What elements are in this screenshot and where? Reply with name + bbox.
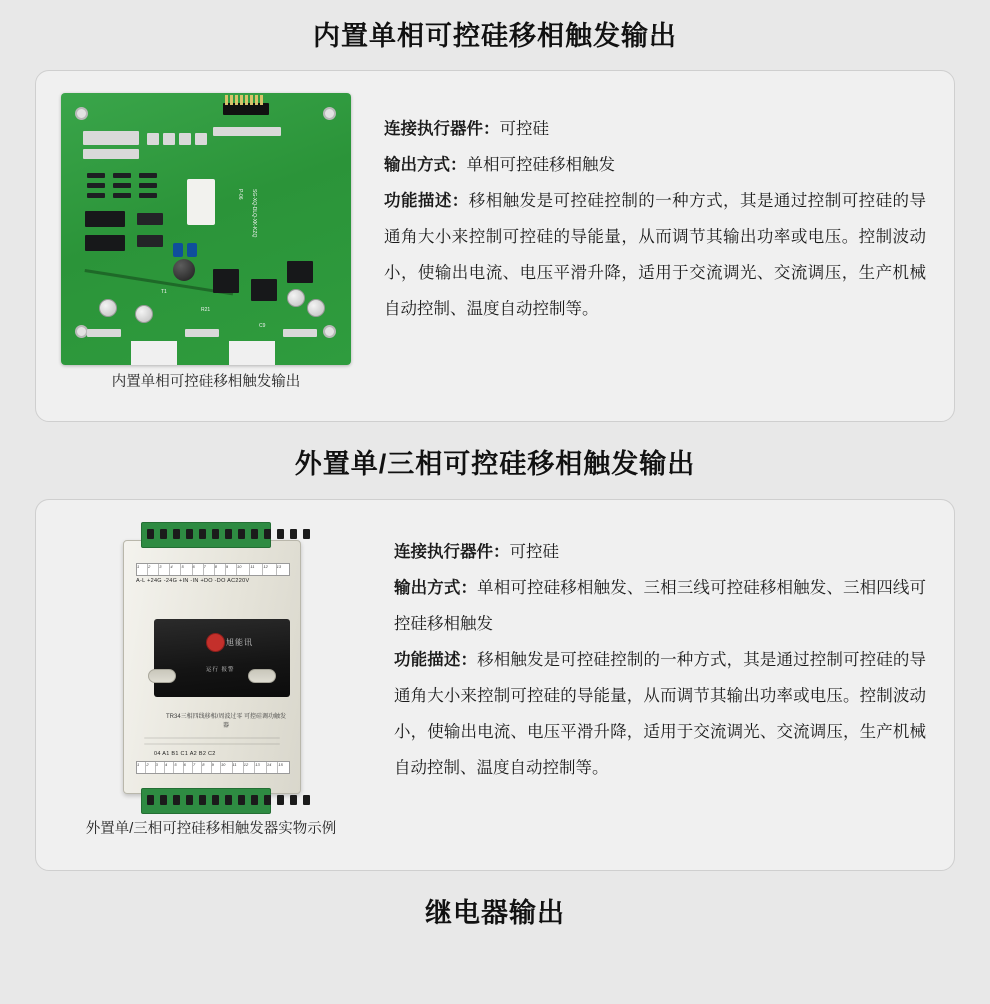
module-bottom-number-strip: 1 2 3 4 5 6 7 8 9 10 11 12 13 14 15	[136, 761, 290, 774]
pcb-silk-sub: P-06	[237, 189, 243, 200]
module-display-window	[154, 619, 290, 697]
module-bottom-terminal-block	[141, 788, 271, 814]
pcb-board-illustration	[61, 93, 351, 365]
section-card-2	[35, 499, 955, 871]
module-right-slot	[248, 669, 276, 683]
product-image-column-1	[36, 93, 376, 392]
pcb-silk-mark-2: R21	[201, 307, 211, 314]
spec-label-output-mode-2: 输出方式：	[394, 578, 478, 597]
module-top-terminal-block	[141, 522, 271, 548]
module-left-slot	[148, 669, 176, 683]
spec-value-connect-device-2: 可控硅	[509, 542, 559, 561]
spec-value-description-2: 移相触发是可控硅控制的一种方式，其是通过控制可控硅的导通角大小来控制可控硅的导能量，从而调节其输出功率或电压。控制波动小，使输出电流、电压平滑升降，适用于交流调光、交流调压，生产机械自动控制、温度自动控制等。	[394, 650, 927, 777]
brand-logo-icon	[206, 633, 225, 652]
spec-row-description-2	[394, 642, 926, 786]
brand-name-text: 旭能讯	[226, 637, 253, 647]
spec-row-output-mode-2	[394, 570, 926, 642]
spec-text-column-1	[376, 93, 954, 327]
module-housing	[123, 540, 301, 794]
section-title-3: 继电器输出	[425, 897, 565, 928]
module-device-illustration	[111, 522, 311, 812]
spec-label-output-mode-1: 输出方式：	[384, 156, 467, 175]
module-top-terminal-label: A-L +24G -24G +IN -IN +DO -DO AC220V	[136, 577, 250, 584]
status-led-labels: 运行 报警	[206, 666, 235, 673]
module-top-number-strip: 1 2 3 4 5 6 7 8 9 10 11 12 13	[136, 563, 290, 576]
spec-row-output-mode-1	[384, 147, 926, 183]
product-image-column-2	[36, 514, 386, 839]
spec-label-connect-device-2: 连接执行器件：	[394, 542, 510, 561]
section-card-1	[35, 70, 955, 422]
spec-label-description-2: 功能描述：	[394, 650, 478, 669]
pcb-silk-vertical: SG-XQ-DLQ-XK-KZQ	[251, 189, 257, 238]
spec-value-connect-device-1: 可控硅	[499, 120, 549, 139]
spec-row-connect-device-1	[384, 111, 926, 147]
spec-row-connect-device-2	[394, 534, 926, 570]
pcb-silk-mark-3: C9	[259, 323, 266, 330]
module-bottom-terminal-label: 04 A1 B1 C1 A2 B2 C2	[154, 750, 216, 757]
spec-value-description-1: 移相触发是可控硅控制的一种方式，其是通过控制可控硅的导通角大小来控制可控硅的导能量，从而调节其输出功率或电压。控制波动小，使输出电流、电压平滑升降，适用于交流调光、交流调压，生产机械自动控制、温度自动控制等。	[384, 192, 927, 319]
spec-value-output-mode-1: 单相可控硅移相触发	[466, 156, 615, 175]
spec-text-column-2	[386, 514, 954, 786]
product-caption-1: 内置单相可控硅移相触发输出	[111, 374, 301, 391]
spec-label-connect-device-1: 连接执行器件：	[384, 120, 500, 139]
section-title-2: 外置单/三相可控硅移相触发输出	[294, 449, 696, 480]
spec-value-output-mode-2: 单相可控硅移相触发、三相三线可控硅移相触发、三相四线可控硅移相触发	[394, 578, 927, 633]
spec-row-description-1	[384, 183, 926, 327]
module-model-text: TR34三相四线移相/周波过零 可控硅调功触发器	[166, 713, 287, 729]
pcb-silk-mark-1: T1	[161, 289, 167, 296]
spec-label-description-1: 功能描述：	[384, 192, 469, 211]
section-title-1: 内置单相可控硅移相触发输出	[313, 21, 677, 51]
product-caption-2: 外置单/三相可控硅移相触发器实物示例	[85, 820, 337, 837]
